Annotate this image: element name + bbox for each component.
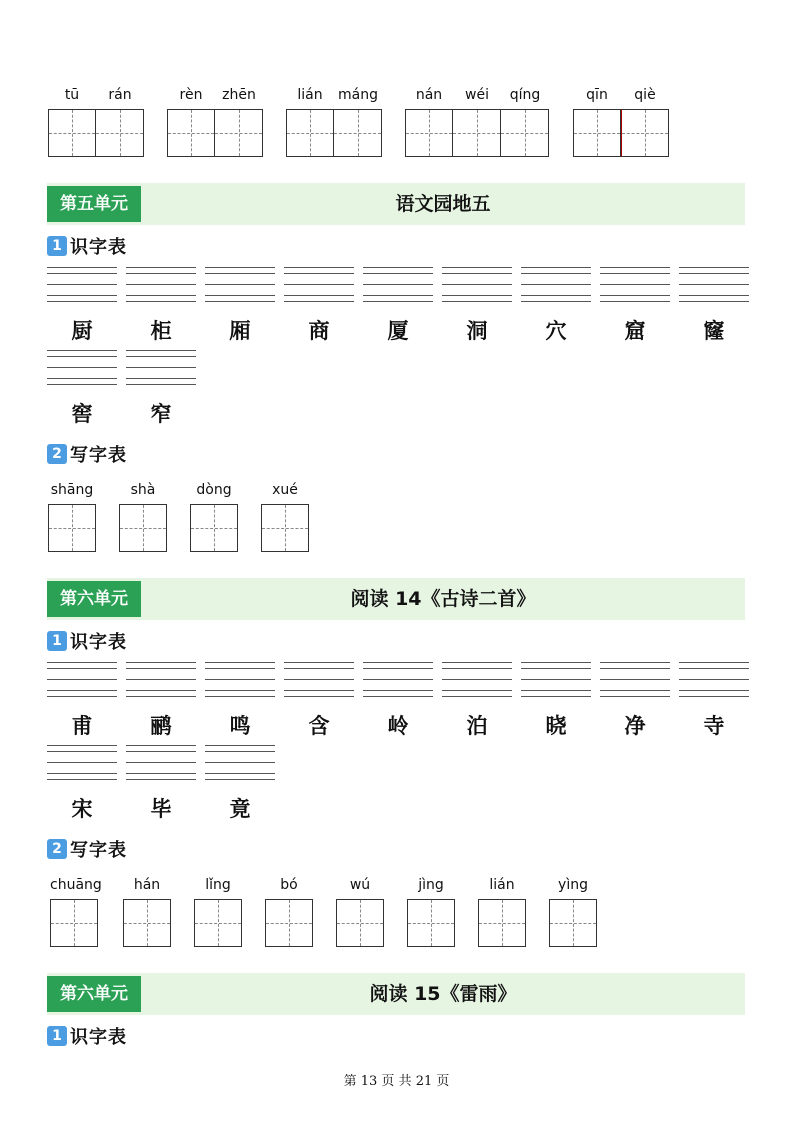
tianzige-box[interactable] bbox=[167, 109, 215, 157]
shizi-label: 识字表 bbox=[70, 1027, 127, 1048]
tianzige-box[interactable] bbox=[336, 899, 384, 947]
tianzige-box[interactable] bbox=[478, 899, 526, 947]
writing-lines[interactable] bbox=[679, 267, 749, 303]
tianzige-box[interactable] bbox=[549, 899, 597, 947]
unit-badge: 第六单元 bbox=[47, 976, 141, 1012]
tianzige-box[interactable] bbox=[265, 899, 313, 947]
shizi-heading bbox=[47, 235, 127, 257]
character: 鹂 bbox=[150, 713, 172, 738]
tianzige-box[interactable] bbox=[501, 109, 549, 157]
character: 柜 bbox=[150, 318, 172, 343]
shizi-label: 识字表 bbox=[70, 632, 127, 653]
section-header bbox=[47, 183, 745, 225]
character: 厨 bbox=[71, 318, 93, 343]
tianzige-box[interactable] bbox=[334, 109, 382, 157]
pinyin-label: shà bbox=[130, 482, 156, 498]
tianzige-box[interactable] bbox=[50, 899, 98, 947]
writing-lines[interactable] bbox=[126, 662, 196, 698]
tianzige-box[interactable] bbox=[286, 109, 334, 157]
writing-lines[interactable] bbox=[126, 350, 196, 386]
pinyin-label: qiè bbox=[634, 87, 656, 103]
tianzige-box[interactable] bbox=[48, 504, 96, 552]
writing-lines[interactable] bbox=[442, 662, 512, 698]
pinyin-label: tū bbox=[64, 87, 80, 103]
number-badge: 1 bbox=[47, 236, 67, 256]
xiezi-heading bbox=[47, 443, 127, 465]
writing-lines[interactable] bbox=[47, 267, 117, 303]
writing-lines[interactable] bbox=[205, 745, 275, 781]
pinyin-label: xué bbox=[272, 482, 298, 498]
pinyin-label: chuāng bbox=[50, 877, 102, 893]
writing-lines[interactable] bbox=[363, 662, 433, 698]
character: 厦 bbox=[387, 318, 409, 343]
xiezi-label: 写字表 bbox=[70, 840, 127, 861]
pinyin-label: wéi bbox=[465, 87, 489, 103]
tianzige-box[interactable] bbox=[48, 109, 96, 157]
pinyin-label: bó bbox=[280, 877, 298, 893]
number-badge: 1 bbox=[47, 631, 67, 651]
character: 寺 bbox=[703, 713, 725, 738]
tianzige-box[interactable] bbox=[119, 504, 167, 552]
pinyin-label: máng bbox=[338, 87, 378, 103]
writing-lines[interactable] bbox=[205, 267, 275, 303]
shizi-heading bbox=[47, 630, 127, 652]
character: 泊 bbox=[466, 713, 488, 738]
character: 穴 bbox=[545, 318, 567, 343]
pinyin-label: nán bbox=[415, 87, 443, 103]
pinyin-label: yìng bbox=[558, 877, 588, 893]
character: 厢 bbox=[229, 318, 251, 343]
character: 鸣 bbox=[229, 713, 251, 738]
tianzige-box[interactable] bbox=[407, 899, 455, 947]
character: 含 bbox=[308, 713, 330, 738]
number-badge: 2 bbox=[47, 444, 67, 464]
tianzige-box[interactable] bbox=[621, 109, 669, 157]
character: 商 bbox=[308, 318, 330, 343]
character: 窄 bbox=[150, 401, 172, 426]
shizi-heading bbox=[47, 1025, 127, 1047]
pinyin-label: rán bbox=[108, 87, 132, 103]
character: 窖 bbox=[71, 401, 93, 426]
writing-lines[interactable] bbox=[47, 350, 117, 386]
tianzige-box[interactable] bbox=[194, 899, 242, 947]
section-title: 阅读 14《古诗二首》 bbox=[350, 588, 536, 610]
pinyin-label: zhēn bbox=[222, 87, 256, 103]
section-title: 语文园地五 bbox=[395, 193, 491, 215]
pinyin-label: dòng bbox=[196, 482, 232, 498]
writing-lines[interactable] bbox=[442, 267, 512, 303]
writing-lines[interactable] bbox=[284, 662, 354, 698]
section-title: 阅读 15《雷雨》 bbox=[369, 983, 517, 1005]
tianzige-box[interactable] bbox=[123, 899, 171, 947]
character: 毕 bbox=[150, 796, 172, 821]
writing-lines[interactable] bbox=[521, 662, 591, 698]
tianzige-box[interactable] bbox=[573, 109, 621, 157]
xiezi-heading bbox=[47, 838, 127, 860]
writing-lines[interactable] bbox=[600, 267, 670, 303]
character: 窟 bbox=[624, 318, 646, 343]
pinyin-label: lián bbox=[297, 87, 323, 103]
writing-lines[interactable] bbox=[521, 267, 591, 303]
writing-lines[interactable] bbox=[679, 662, 749, 698]
writing-lines[interactable] bbox=[47, 662, 117, 698]
character: 岭 bbox=[387, 713, 409, 738]
pinyin-label: qíng bbox=[509, 87, 541, 103]
pinyin-label: wú bbox=[349, 877, 371, 893]
pinyin-label: lián bbox=[489, 877, 515, 893]
pinyin-label: shāng bbox=[50, 482, 94, 498]
tianzige-box[interactable] bbox=[261, 504, 309, 552]
tianzige-box[interactable] bbox=[96, 109, 144, 157]
character: 净 bbox=[624, 713, 646, 738]
pinyin-label: lǐng bbox=[205, 877, 231, 893]
section-header bbox=[47, 578, 745, 620]
pinyin-label: jìng bbox=[418, 877, 444, 893]
shizi-label: 识字表 bbox=[70, 237, 127, 258]
tianzige-box[interactable] bbox=[190, 504, 238, 552]
pinyin-label: rèn bbox=[179, 87, 203, 103]
tianzige-box[interactable] bbox=[453, 109, 501, 157]
character: 晓 bbox=[545, 713, 567, 738]
writing-lines[interactable] bbox=[600, 662, 670, 698]
section-header bbox=[47, 973, 745, 1015]
writing-lines[interactable] bbox=[363, 267, 433, 303]
unit-badge: 第五单元 bbox=[47, 186, 141, 222]
page-footer: 第 13 页 共 21 页 bbox=[343, 1074, 450, 1089]
number-badge: 1 bbox=[47, 1026, 67, 1046]
tianzige-box[interactable] bbox=[405, 109, 453, 157]
writing-lines[interactable] bbox=[205, 662, 275, 698]
tianzige-box[interactable] bbox=[215, 109, 263, 157]
character: 宋 bbox=[71, 796, 93, 821]
character: 甫 bbox=[71, 713, 93, 738]
pinyin-label: hán bbox=[133, 877, 161, 893]
character: 竟 bbox=[229, 796, 251, 821]
character: 窿 bbox=[703, 318, 725, 343]
character: 洞 bbox=[466, 318, 488, 343]
number-badge: 2 bbox=[47, 839, 67, 859]
xiezi-label: 写字表 bbox=[70, 445, 127, 466]
writing-lines[interactable] bbox=[126, 267, 196, 303]
writing-lines[interactable] bbox=[126, 745, 196, 781]
writing-lines[interactable] bbox=[47, 745, 117, 781]
pinyin-label: qīn bbox=[586, 87, 608, 103]
writing-lines[interactable] bbox=[284, 267, 354, 303]
unit-badge: 第六单元 bbox=[47, 581, 141, 617]
